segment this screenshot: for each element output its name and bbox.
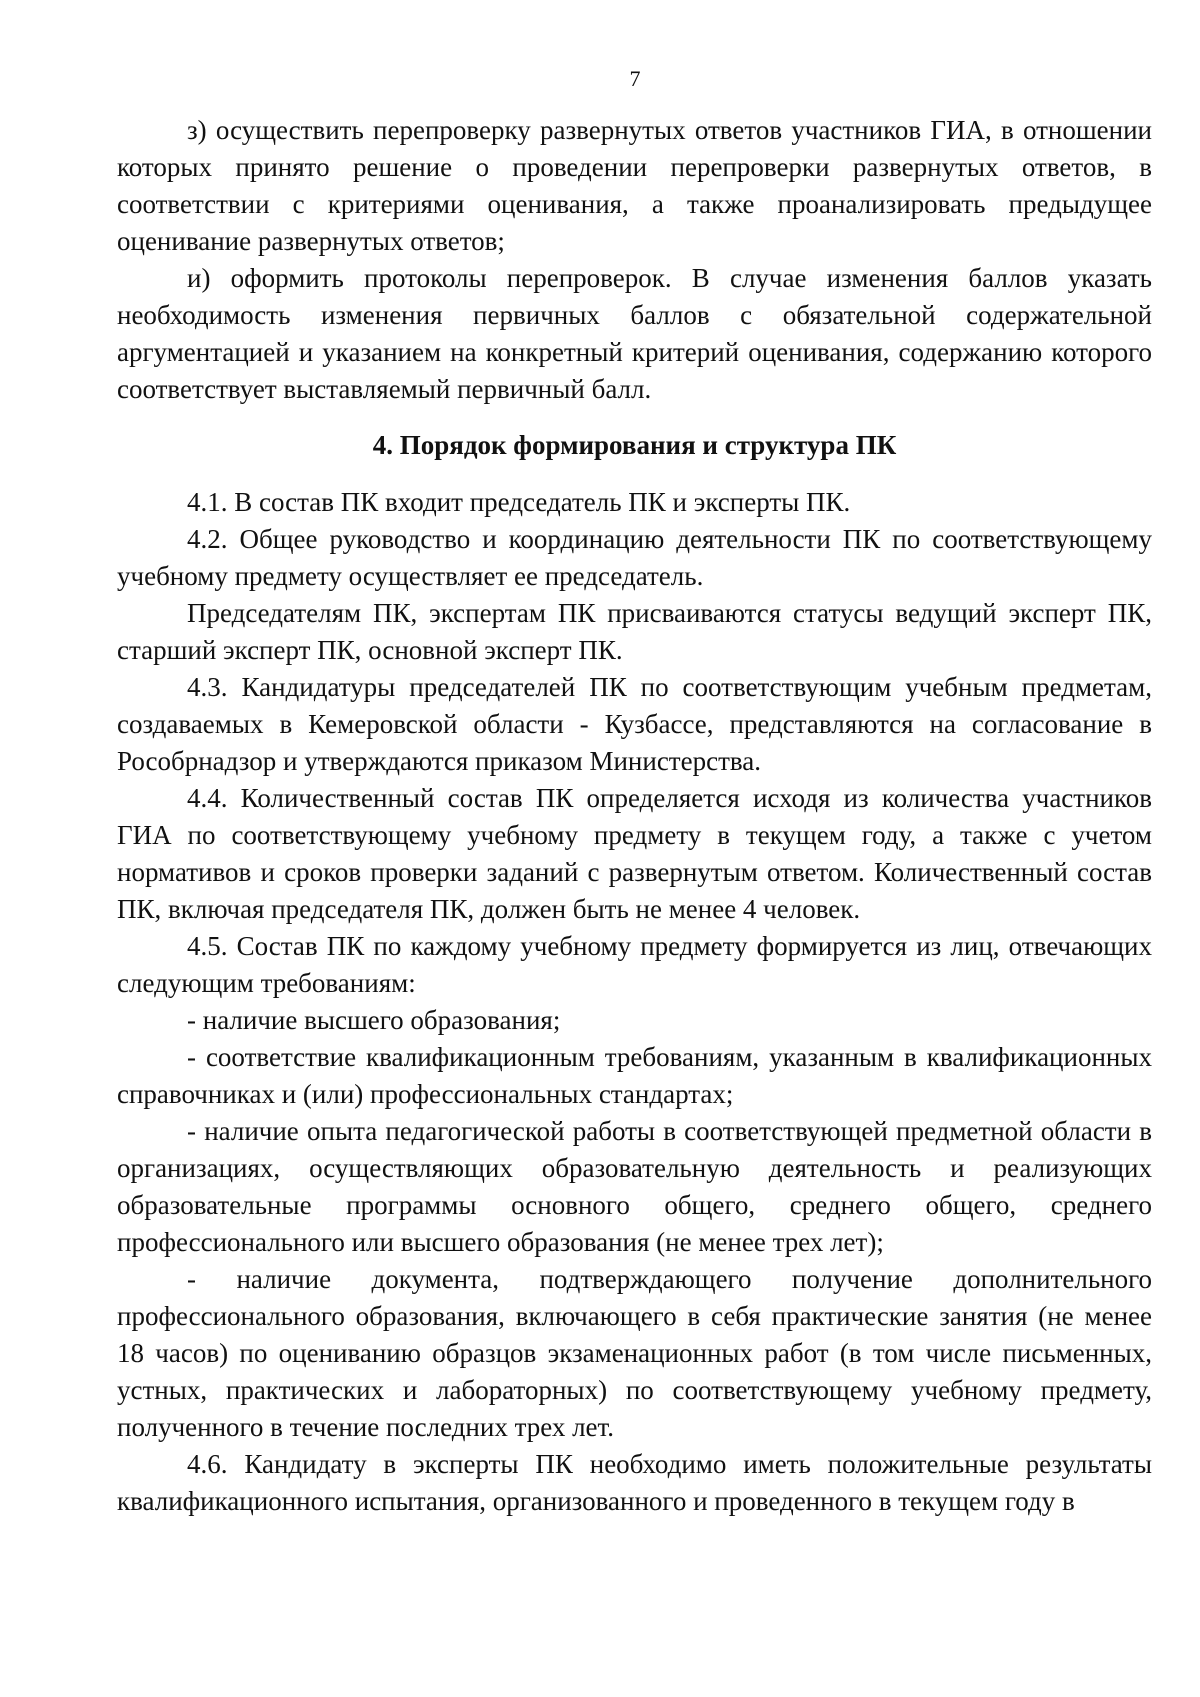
section-heading: 4. Порядок формирования и структура ПК <box>372 430 897 460</box>
requirement-training-document: - наличие документа, подтверждающего получение дополнительного профессионального образования, включающего в себя практические занятия (не менее 18 часов) по оцениванию образцов экзаменационных работ (в том числе письменных, устных, практических и лабораторных) по соответствующему учебному предмету, полученного в течение последних трех лет. <box>117 1264 1152 1442</box>
paragraph-statuses: Председателям ПК, экспертам ПК присваиваются статусы ведущий эксперт ПК, старший эксперт ПК, основной эксперт ПК. <box>117 598 1152 665</box>
paragraph-4-1: 4.1. В состав ПК входит председатель ПК и эксперты ПК. <box>187 487 851 517</box>
requirement-higher-education: - наличие высшего образования; <box>187 1005 561 1035</box>
paragraph-item-i: и) оформить протоколы перепроверок. В случае изменения баллов указать необходимость изменения первичных баллов с обязательной содержательной аргументацией и указанием на конкретный критерий оценивания, содержанию которого соответствует выставляемый первичный балл. <box>117 263 1152 404</box>
document-body <box>117 112 1152 1520</box>
paragraph-item-z: з) осуществить перепроверку развернутых ответов участников ГИА, в отношении которых принято решение о проведении перепроверки развернутых ответов, в соответствии с критериями оценивания, а также проанализировать предыдущее оценивание развернутых ответов; <box>117 115 1152 256</box>
paragraph-4-3: 4.3. Кандидатуры председателей ПК по соответствующим учебным предметам, создаваемых в Кемеровской области - Кузбассе, представляются на согласование в Рособрнадзор и утверждаются приказом Министерства. <box>117 672 1152 776</box>
paragraph-4-2: 4.2. Общее руководство и координацию деятельности ПК по соответствующему учебному предмету осуществляет ее председатель. <box>117 524 1152 591</box>
paragraph-4-6: 4.6. Кандидату в эксперты ПК необходимо иметь положительные результаты квалификационного испытания, организованного и проведенного в текущем году в <box>117 1449 1152 1516</box>
page-number: 7 <box>629 66 641 91</box>
requirement-experience: - наличие опыта педагогической работы в соответствующей предметной области в организациях, осуществляющих образовательную деятельность и реализующих образовательные программы основного общего, среднего общего, среднего профессионального или высшего образования (не менее трех лет); <box>117 1116 1152 1257</box>
paragraph-4-5: 4.5. Состав ПК по каждому учебному предмету формируется из лиц, отвечающих следующим требованиям: <box>117 931 1152 998</box>
paragraph-4-4: 4.4. Количественный состав ПК определяется исходя из количества участников ГИА по соответствующему учебному предмету в текущем году, а также с учетом нормативов и сроков проверки заданий с развернутым ответом. Количественный состав ПК, включая председателя ПК, должен быть не менее 4 человек. <box>117 783 1152 924</box>
requirement-qualification: - соответствие квалификационным требованиям, указанным в квалификационных справочниках и (или) профессиональных стандартах; <box>117 1042 1152 1109</box>
